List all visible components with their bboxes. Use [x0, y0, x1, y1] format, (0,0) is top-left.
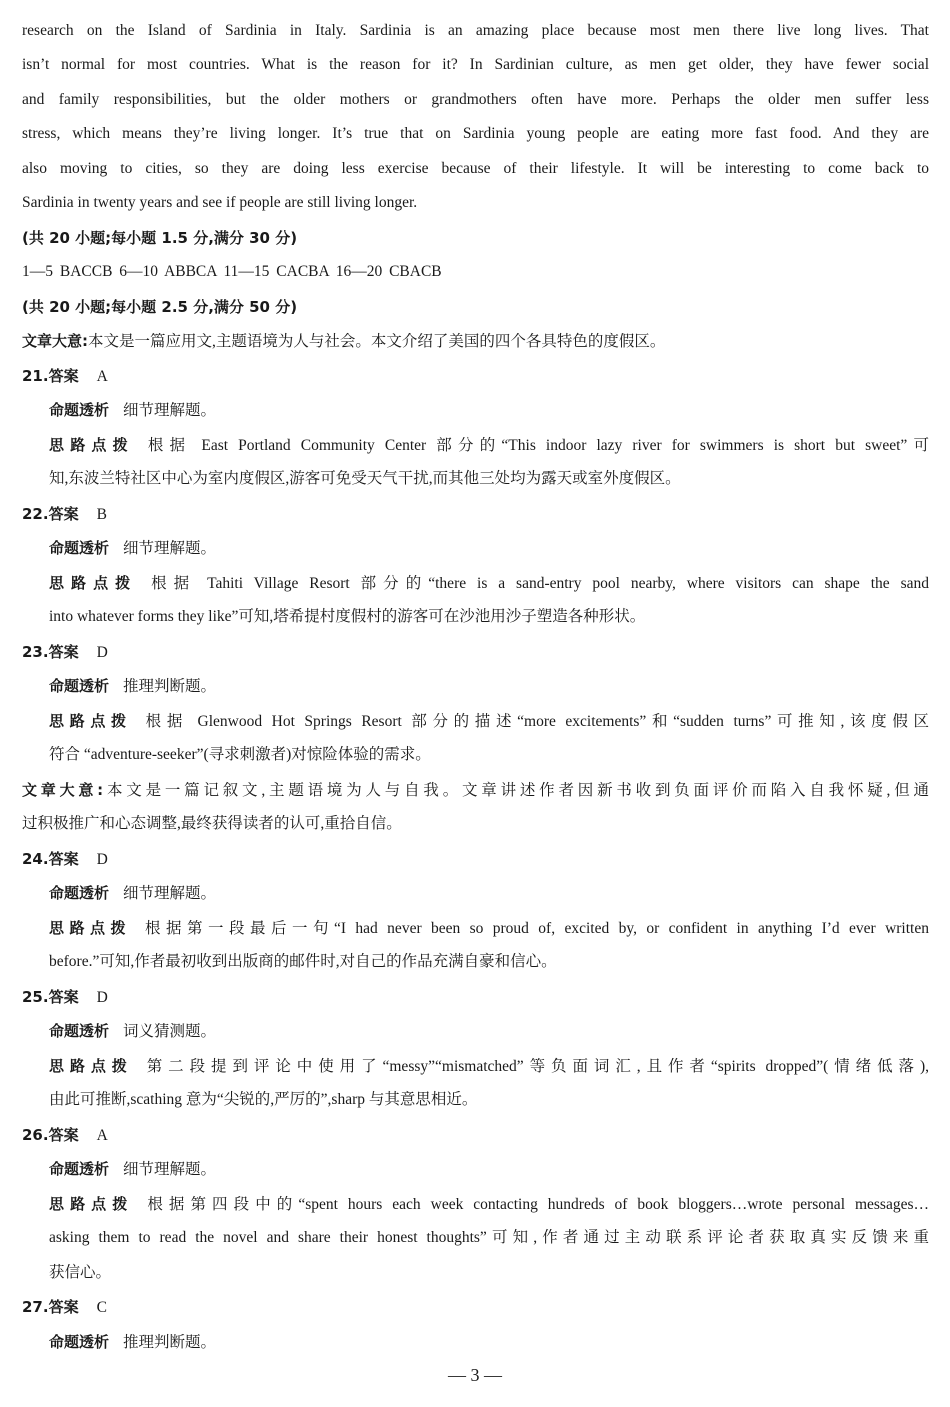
answer-value: D	[96, 989, 108, 1006]
passage-line: and family responsibilities, but the older mothers or grandmothers often have more. Perhaps the older men suffer less	[22, 91, 929, 108]
summary-text: 本文是一篇应用文,主题语境为人与社会。本文介绍了美国的四个各具特色的度假区。	[88, 333, 666, 350]
summary-line	[22, 773, 929, 807]
hint-line: 获信心。	[49, 1264, 112, 1281]
summary-label: 文章大意:	[22, 781, 104, 799]
hint-line: 由此可推断,scathing 意为“尖锐的,严厉的”,sharp 与其意思相近。	[49, 1091, 478, 1108]
question-type-line	[49, 393, 929, 427]
question-number: 25.	[22, 988, 49, 1006]
type-label: 命题透析	[49, 1160, 110, 1178]
hint-line: into whatever forms they like”可知,塔希提村度假村的游客可在沙池用沙子塑造各种形状。	[49, 608, 646, 625]
type-label: 命题透析	[49, 539, 110, 557]
passage-line: also moving to cities, so they are doing less exercise because of their lifestyle. It will be interesting to come back to	[22, 160, 929, 177]
question-type-line	[49, 1014, 929, 1048]
question-type: 细节理解题。	[123, 540, 217, 557]
answer-label: 答案	[48, 1298, 79, 1316]
answer-key: 1—5 BACCB 6—10 ABBCA 11—15 CACBA 16—20 CBACB	[22, 263, 442, 280]
question-type-line	[49, 669, 929, 703]
hint-line	[49, 428, 929, 462]
question-type: 细节理解题。	[123, 1161, 217, 1178]
question-type: 推理判断题。	[123, 1334, 217, 1351]
question-type: 词义猜测题。	[123, 1023, 217, 1040]
question-type: 细节理解题。	[123, 402, 217, 419]
answer-label: 答案	[48, 1126, 79, 1144]
question-type-line	[49, 1325, 929, 1359]
answer-label: 答案	[48, 367, 79, 385]
type-label: 命题透析	[49, 401, 110, 419]
section-header: (共 20 小题;每小题 1.5 分,满分 30 分)	[22, 229, 298, 247]
answer-label: 答案	[48, 850, 79, 868]
summary-label: 文章大意:	[22, 332, 88, 350]
answer-value: A	[96, 1127, 108, 1144]
answer-value: A	[96, 368, 108, 385]
hint-line: before.”可知,作者最初收到出版商的邮件时,对自己的作品充满自豪和信心。	[49, 953, 557, 970]
question-answer-line	[22, 1118, 929, 1152]
hint-text: 根据 East Portland Community Center 部分的“This indoor lazy river for swimmers is short but sweet”可	[147, 437, 929, 454]
question-number: 27.	[22, 1298, 49, 1316]
question-answer-line	[22, 635, 929, 669]
hint-label: 思路点拨	[49, 574, 138, 592]
question-type-line	[49, 531, 929, 565]
hint-line	[49, 1049, 929, 1083]
question-type: 推理判断题。	[123, 678, 217, 695]
passage-line: isn’t normal for most countries. What is the reason for it? In Sardinian culture, as men get older, they have fewer social	[22, 56, 929, 73]
answer-value: D	[96, 851, 108, 868]
type-label: 命题透析	[49, 1333, 110, 1351]
hint-label: 思路点拨	[49, 1057, 133, 1075]
section-header: (共 20 小题;每小题 2.5 分,满分 50 分)	[22, 298, 298, 316]
hint-label: 思路点拨	[49, 919, 132, 937]
question-number: 21.	[22, 367, 49, 385]
hint-text: 根据第一段最后一句“I had never been so proud of, excited by, or confident in anything I’d ever written	[145, 920, 929, 937]
type-label: 命题透析	[49, 677, 110, 695]
answer-value: B	[96, 506, 107, 523]
answer-value: C	[96, 1299, 107, 1316]
question-number: 24.	[22, 850, 49, 868]
question-answer-line	[22, 359, 929, 393]
hint-line: 知,东波兰特社区中心为室内度假区,游客可免受天气干扰,而其他三处均为露天或室外度假区。	[49, 470, 681, 487]
answer-label: 答案	[48, 505, 79, 523]
question-type-line	[49, 1152, 929, 1186]
summary-line: 过积极推广和心态调整,最终获得读者的认可,重拾自信。	[22, 815, 402, 832]
passage-line: stress, which means they’re living longer. It’s true that on Sardinia young people are eating more fast food. And they are	[22, 125, 929, 142]
passage-line: Sardinia in twenty years and see if people are still living longer.	[22, 194, 418, 211]
answer-label: 答案	[48, 643, 79, 661]
page-number: — 3 —	[448, 1365, 502, 1385]
question-number: 23.	[22, 643, 49, 661]
question-type: 细节理解题。	[123, 885, 217, 902]
question-type-line	[49, 876, 929, 910]
hint-label: 思路点拨	[49, 436, 134, 454]
hint-line: 符合 “adventure-seeker”(寻求刺激者)对惊险体验的需求。	[49, 746, 431, 763]
question-answer-line	[22, 1290, 929, 1324]
answer-label: 答案	[48, 988, 79, 1006]
question-number: 22.	[22, 505, 49, 523]
question-number: 26.	[22, 1126, 49, 1144]
question-answer-line	[22, 842, 929, 876]
hint-line	[49, 566, 929, 600]
hint-line: asking them to read the novel and share their honest thoughts”可知,作者通过主动联系评论者获取真实反馈来重	[49, 1229, 929, 1246]
hint-text: 第二段提到评论中使用了“messy”“mismatched”等负面词汇,且作者“spirits dropped”(情绪低落),	[146, 1058, 929, 1075]
hint-label: 思路点拨	[49, 712, 132, 730]
hint-text: 根据 Tahiti Village Resort 部分的“there is a sand-entry pool nearby, where visitors can shape the sand	[151, 575, 929, 592]
hint-line	[49, 911, 929, 945]
hint-line	[49, 704, 929, 738]
hint-label: 思路点拨	[49, 1195, 134, 1213]
hint-line	[49, 1187, 929, 1221]
question-answer-line	[22, 497, 929, 531]
summary-line	[22, 324, 929, 358]
summary-text: 本文是一篇记叙文,主题语境为人与自我。文章讲述作者因新书收到负面评价而陷入自我怀疑,但通	[103, 782, 929, 799]
type-label: 命题透析	[49, 1022, 110, 1040]
answer-value: D	[96, 644, 108, 661]
type-label: 命题透析	[49, 884, 110, 902]
hint-text: 根据 Glenwood Hot Springs Resort 部分的描述“more excitements”和“sudden turns”可推知,该度假区	[145, 713, 929, 730]
question-answer-line	[22, 980, 929, 1014]
passage-line: research on the Island of Sardinia in Italy. Sardinia is an amazing place because most men there live long lives. That	[22, 22, 929, 39]
hint-text: 根据第四段中的“spent hours each week contacting hundreds of book bloggers…wrote personal messages…	[147, 1196, 929, 1213]
